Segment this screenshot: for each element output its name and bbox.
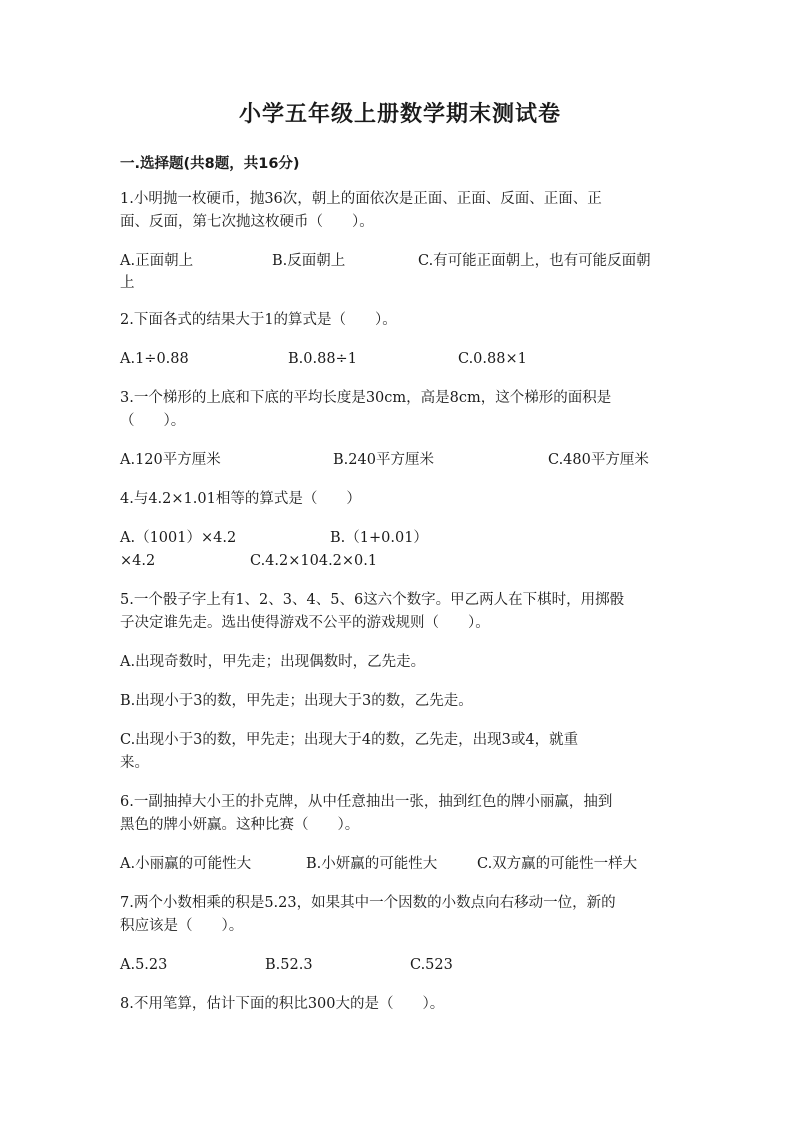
question-1-stem-line-1: 1.小明抛一枚硬币，抛36次，朝上的面依次是正面、正面、反面、正面、正 bbox=[120, 191, 602, 207]
question-5-stem-line-1: 5.一个骰子字上有1、2、3、4、5、6这六个数字。甲乙两人在下棋时，用掷骰 bbox=[120, 592, 625, 608]
question-3-option-c: C.480平方厘米 bbox=[548, 452, 649, 468]
question-1-option-b: B.反面朝上 bbox=[272, 253, 346, 269]
question-3-stem-line-1: 3.一个梯形的上底和下底的平均长度是30cm，高是8cm，这个梯形的面积是 bbox=[120, 390, 612, 406]
question-7-option-b: B.52.3 bbox=[265, 957, 313, 973]
page-title: 小学五年级上册数学期末测试卷 bbox=[238, 102, 561, 127]
question-6-stem-line-1: 6.一副抽掉大小王的扑克牌，从中任意抽出一张，抽到红色的牌小丽赢，抽到 bbox=[120, 794, 613, 810]
question-4-option-a: A.（1001）×4.2 bbox=[120, 530, 237, 546]
question-5-option-c-cont: 来。 bbox=[120, 755, 149, 771]
question-3-option-a: A.120平方厘米 bbox=[120, 452, 221, 468]
question-1-option-c: C.有可能正面朝上，也有可能反面朝 bbox=[418, 253, 651, 269]
question-4-option-b: B.（1+0.01） bbox=[330, 530, 428, 546]
question-5-option-b: B.出现小于3的数，甲先走；出现大于3的数，乙先走。 bbox=[120, 693, 473, 709]
question-6-option-c: C.双方赢的可能性一样大 bbox=[477, 856, 638, 872]
question-5-option-a: A.出现奇数时，甲先走；出现偶数时，乙先走。 bbox=[120, 654, 426, 670]
question-4-stem: 4.与4.2×1.01相等的算式是（ ） bbox=[120, 491, 361, 507]
question-2-option-c: C.0.88×1 bbox=[458, 351, 527, 367]
question-7-stem-line-2: 积应该是（ ）。 bbox=[120, 918, 244, 934]
question-4-option-c: C.4.2×104.2×0.1 bbox=[250, 553, 378, 569]
question-3-option-b: B.240平方厘米 bbox=[333, 452, 434, 468]
question-6-option-b: B.小妍赢的可能性大 bbox=[306, 856, 438, 872]
question-7-option-c: C.523 bbox=[410, 957, 453, 973]
question-5-option-c: C.出现小于3的数，甲先走；出现大于4的数，乙先走，出现3或4，就重 bbox=[120, 732, 579, 748]
question-6-option-a: A.小丽赢的可能性大 bbox=[120, 856, 252, 872]
question-1-option-a: A.正面朝上 bbox=[120, 253, 194, 269]
question-2-stem: 2.下面各式的结果大于1的算式是（ ）。 bbox=[120, 312, 397, 328]
question-6-stem-line-2: 黑色的牌小妍赢。这种比赛（ ）。 bbox=[120, 817, 360, 833]
question-2-option-a: A.1÷0.88 bbox=[120, 351, 189, 367]
question-5-stem-line-2: 子决定谁先走。选出使得游戏不公平的游戏规则（ ）。 bbox=[120, 615, 490, 631]
question-8-stem: 8.不用笔算，估计下面的积比300大的是（ ）。 bbox=[120, 996, 445, 1012]
question-4-option-b-cont: ×4.2 bbox=[120, 553, 156, 569]
question-1-option-c-cont: 上 bbox=[120, 275, 135, 291]
section-heading: 一.选择题(共8题，共16分) bbox=[120, 156, 300, 172]
question-7-stem-line-1: 7.两个小数相乘的积是5.23，如果其中一个因数的小数点向右移动一位，新的 bbox=[120, 895, 616, 911]
question-2-option-b: B.0.88÷1 bbox=[288, 351, 357, 367]
question-7-option-a: A.5.23 bbox=[120, 957, 168, 973]
question-3-stem-line-2: （ ）。 bbox=[120, 413, 186, 429]
question-1-stem-line-2: 面、反面，第七次抛这枚硬币（ ）。 bbox=[120, 214, 374, 230]
